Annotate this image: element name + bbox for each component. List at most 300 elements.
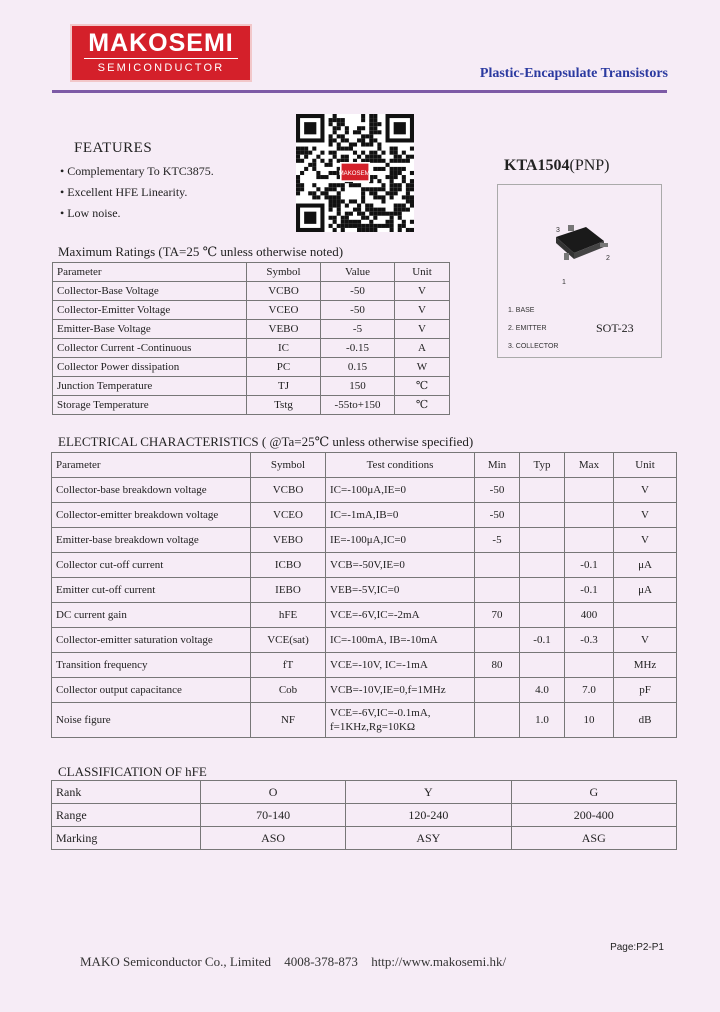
qr-module bbox=[341, 220, 345, 224]
table-row bbox=[52, 603, 677, 628]
table-cell: VEB=-5V,IC=0 bbox=[326, 578, 475, 603]
qr-module bbox=[349, 183, 353, 187]
table-cell: W bbox=[395, 358, 450, 377]
qr-module bbox=[337, 195, 341, 199]
qr-module bbox=[394, 212, 398, 216]
qr-module bbox=[324, 175, 328, 179]
qr-module bbox=[329, 204, 333, 208]
table-cell: dB bbox=[614, 703, 677, 738]
table-cell bbox=[565, 503, 614, 528]
qr-module bbox=[353, 224, 357, 228]
qr-module bbox=[402, 204, 406, 208]
table-cell: Transition frequency bbox=[52, 653, 251, 678]
table-cell: Rank bbox=[52, 781, 201, 804]
qr-module bbox=[402, 179, 406, 183]
qr-module bbox=[300, 159, 304, 163]
qr-module bbox=[410, 204, 414, 208]
qr-module bbox=[373, 126, 377, 130]
table-cell bbox=[520, 528, 565, 553]
qr-module bbox=[402, 175, 406, 179]
qr-module bbox=[369, 220, 373, 224]
table-cell: Collector output capacitance bbox=[52, 678, 251, 703]
qr-module bbox=[377, 147, 381, 151]
table-cell: Collector-Emitter Voltage bbox=[53, 301, 247, 320]
pin-desc: 1. BASE bbox=[508, 307, 535, 314]
qr-module bbox=[377, 130, 381, 134]
table-cell: VCB=-50V,IE=0 bbox=[326, 553, 475, 578]
qr-module bbox=[316, 155, 320, 159]
qr-module bbox=[394, 191, 398, 195]
qr-module bbox=[333, 118, 337, 122]
table-cell: μA bbox=[614, 553, 677, 578]
qr-module bbox=[365, 204, 369, 208]
qr-module bbox=[373, 224, 377, 228]
logo-sub-text: SEMICONDUCTOR bbox=[84, 58, 238, 75]
features-list bbox=[60, 161, 214, 224]
qr-module bbox=[398, 167, 402, 171]
qr-module bbox=[357, 220, 361, 224]
qr-module bbox=[333, 228, 337, 232]
qr-module bbox=[406, 187, 410, 191]
qr-module bbox=[349, 147, 353, 151]
table-cell: -0.3 bbox=[565, 628, 614, 653]
table-row bbox=[53, 377, 450, 396]
pin-desc: 3. COLLECTOR bbox=[508, 343, 559, 350]
footer-contact bbox=[80, 954, 516, 970]
qr-module bbox=[312, 159, 316, 163]
qr-module bbox=[398, 187, 402, 191]
qr-module bbox=[357, 138, 361, 142]
qr-code bbox=[296, 114, 414, 232]
table-cell: Emitter-base breakdown voltage bbox=[52, 528, 251, 553]
table-cell bbox=[520, 653, 565, 678]
qr-logo-label: MAKOSEMI bbox=[338, 170, 372, 178]
footer-url[interactable]: http://www.makosemi.hk/ bbox=[371, 954, 507, 969]
qr-module bbox=[406, 183, 410, 187]
qr-module bbox=[337, 126, 341, 130]
table-cell: V bbox=[614, 503, 677, 528]
qr-module bbox=[390, 187, 394, 191]
qr-module bbox=[406, 208, 410, 212]
qr-module bbox=[373, 122, 377, 126]
column-header: Typ bbox=[520, 453, 565, 478]
table-cell: VEBO bbox=[247, 320, 321, 339]
table-cell: ASY bbox=[346, 827, 511, 850]
table-cell: TJ bbox=[247, 377, 321, 396]
column-header: Symbol bbox=[247, 263, 321, 282]
table-cell: 80 bbox=[475, 653, 520, 678]
qr-module bbox=[296, 151, 300, 155]
table-cell bbox=[475, 553, 520, 578]
table-row bbox=[53, 301, 450, 320]
qr-module bbox=[390, 147, 394, 151]
qr-module bbox=[410, 183, 414, 187]
qr-module bbox=[333, 114, 337, 118]
table-cell: V bbox=[395, 320, 450, 339]
qr-module bbox=[329, 151, 333, 155]
qr-module bbox=[341, 183, 345, 187]
qr-module bbox=[390, 224, 394, 228]
qr-module bbox=[410, 228, 414, 232]
table-cell: ℃ bbox=[395, 396, 450, 415]
qr-module bbox=[357, 228, 361, 232]
qr-module bbox=[394, 167, 398, 171]
qr-module bbox=[390, 183, 394, 187]
qr-module bbox=[369, 228, 373, 232]
qr-module bbox=[377, 122, 381, 126]
qr-module bbox=[365, 155, 369, 159]
qr-module bbox=[394, 155, 398, 159]
qr-module bbox=[316, 171, 320, 175]
qr-module bbox=[329, 122, 333, 126]
table-row bbox=[52, 827, 677, 850]
qr-module bbox=[394, 183, 398, 187]
qr-module bbox=[369, 212, 373, 216]
table-cell bbox=[520, 553, 565, 578]
qr-module bbox=[333, 126, 337, 130]
table-row bbox=[52, 628, 677, 653]
table-cell bbox=[475, 703, 520, 738]
qr-module bbox=[329, 163, 333, 167]
table-cell bbox=[614, 603, 677, 628]
table-cell: MHz bbox=[614, 653, 677, 678]
qr-module bbox=[361, 134, 365, 138]
qr-module bbox=[353, 130, 357, 134]
qr-module bbox=[390, 171, 394, 175]
qr-module bbox=[296, 183, 300, 187]
table-cell: -5 bbox=[475, 528, 520, 553]
qr-module bbox=[369, 134, 373, 138]
qr-module bbox=[312, 163, 316, 167]
table-cell: IE=-100μA,IC=0 bbox=[326, 528, 475, 553]
table-cell: -5 bbox=[321, 320, 395, 339]
qr-module bbox=[361, 191, 365, 195]
table-cell bbox=[565, 478, 614, 503]
qr-module bbox=[333, 195, 337, 199]
qr-module bbox=[390, 159, 394, 163]
qr-module bbox=[394, 159, 398, 163]
qr-module bbox=[373, 208, 377, 212]
qr-module bbox=[377, 155, 381, 159]
qr-module bbox=[320, 159, 324, 163]
qr-module bbox=[390, 216, 394, 220]
qr-module bbox=[402, 167, 406, 171]
qr-module bbox=[341, 147, 345, 151]
qr-module bbox=[324, 187, 328, 191]
qr-module bbox=[345, 224, 349, 228]
qr-module bbox=[329, 142, 333, 146]
qr-module bbox=[406, 195, 410, 199]
qr-module bbox=[402, 208, 406, 212]
qr-module bbox=[333, 204, 337, 208]
table-cell: IC=-100μA,IE=0 bbox=[326, 478, 475, 503]
qr-module bbox=[345, 130, 349, 134]
qr-module bbox=[333, 155, 337, 159]
qr-module bbox=[353, 208, 357, 212]
page-number: Page:P2-P1 bbox=[610, 942, 664, 953]
table-row bbox=[52, 703, 677, 738]
qr-module bbox=[333, 187, 337, 191]
pin-number-1: 1 bbox=[562, 279, 566, 286]
table-cell bbox=[326, 703, 475, 738]
table-cell: VCB=-10V,IE=0,f=1MHz bbox=[326, 678, 475, 703]
qr-module bbox=[410, 199, 414, 203]
qr-module bbox=[296, 187, 300, 191]
qr-module bbox=[361, 224, 365, 228]
qr-module bbox=[329, 138, 333, 142]
qr-module bbox=[308, 151, 312, 155]
qr-module bbox=[398, 216, 402, 220]
qr-module bbox=[341, 118, 345, 122]
company-logo bbox=[70, 24, 252, 82]
table-cell bbox=[565, 528, 614, 553]
qr-module bbox=[373, 151, 377, 155]
qr-module bbox=[369, 224, 373, 228]
qr-module bbox=[377, 208, 381, 212]
table-cell: 70 bbox=[475, 603, 520, 628]
table-cell: 120-240 bbox=[346, 804, 511, 827]
qr-module bbox=[320, 175, 324, 179]
table-cell bbox=[475, 628, 520, 653]
qr-module bbox=[381, 151, 385, 155]
qr-module bbox=[296, 159, 300, 163]
qr-module bbox=[349, 212, 353, 216]
table-cell: ICBO bbox=[251, 553, 326, 578]
column-header: Max bbox=[565, 453, 614, 478]
table-cell: -50 bbox=[321, 282, 395, 301]
qr-module bbox=[329, 183, 333, 187]
qr-module bbox=[337, 118, 341, 122]
part-number: KTA1504 bbox=[504, 157, 570, 174]
qr-module bbox=[324, 195, 328, 199]
qr-module bbox=[394, 175, 398, 179]
table-cell: 1.0 bbox=[520, 703, 565, 738]
qr-module bbox=[357, 208, 361, 212]
qr-module bbox=[394, 151, 398, 155]
table-cell: 7.0 bbox=[565, 678, 614, 703]
qr-module bbox=[357, 155, 361, 159]
table-row bbox=[52, 578, 677, 603]
column-header: Unit bbox=[614, 453, 677, 478]
sot23-package-icon bbox=[538, 215, 618, 275]
qr-module bbox=[402, 195, 406, 199]
qr-module bbox=[402, 220, 406, 224]
table-cell: G bbox=[511, 781, 676, 804]
qr-module bbox=[373, 195, 377, 199]
classification-table bbox=[51, 780, 677, 850]
qr-module bbox=[377, 142, 381, 146]
qr-module bbox=[304, 167, 308, 171]
table-cell bbox=[520, 503, 565, 528]
qr-module bbox=[345, 155, 349, 159]
qr-module bbox=[369, 114, 373, 118]
qr-module bbox=[337, 199, 341, 203]
feature-item: • Low noise. bbox=[60, 203, 214, 224]
qr-module bbox=[345, 220, 349, 224]
table-cell: IC bbox=[247, 339, 321, 358]
qr-module bbox=[361, 199, 365, 203]
table-header-row bbox=[52, 453, 677, 478]
qr-module bbox=[390, 175, 394, 179]
qr-module bbox=[377, 195, 381, 199]
qr-module bbox=[390, 179, 394, 183]
table-cell: IC=-100mA, IB=-10mA bbox=[326, 628, 475, 653]
qr-module bbox=[324, 163, 328, 167]
qr-module bbox=[333, 199, 337, 203]
qr-module bbox=[312, 191, 316, 195]
table-cell: V bbox=[614, 528, 677, 553]
footer-company: MAKO Semiconductor Co., Limited bbox=[80, 954, 272, 969]
table-cell: ℃ bbox=[395, 377, 450, 396]
qr-module bbox=[357, 212, 361, 216]
qr-module bbox=[398, 171, 402, 175]
qr-module bbox=[406, 191, 410, 195]
qr-module bbox=[365, 216, 369, 220]
table-cell: VCBO bbox=[247, 282, 321, 301]
column-header: Parameter bbox=[52, 453, 251, 478]
table-cell bbox=[565, 653, 614, 678]
qr-module bbox=[398, 155, 402, 159]
qr-module bbox=[386, 220, 390, 224]
qr-module bbox=[373, 191, 377, 195]
table-cell: O bbox=[201, 781, 346, 804]
table-cell: ASG bbox=[511, 827, 676, 850]
table-cell: -55to+150 bbox=[321, 396, 395, 415]
qr-module bbox=[373, 159, 377, 163]
qr-module bbox=[406, 159, 410, 163]
pin-desc: 2. EMITTER bbox=[508, 325, 547, 332]
table-cell: fT bbox=[251, 653, 326, 678]
table-cell: V bbox=[395, 301, 450, 320]
qr-module bbox=[410, 179, 414, 183]
qr-module bbox=[381, 224, 385, 228]
table-row bbox=[52, 781, 677, 804]
table-cell: PC bbox=[247, 358, 321, 377]
table-row bbox=[53, 320, 450, 339]
table-cell: 400 bbox=[565, 603, 614, 628]
qr-module bbox=[353, 199, 357, 203]
qr-module bbox=[316, 187, 320, 191]
qr-module bbox=[300, 147, 304, 151]
qr-module bbox=[394, 187, 398, 191]
qr-module bbox=[373, 167, 377, 171]
qr-module bbox=[312, 167, 316, 171]
table-cell: -50 bbox=[475, 478, 520, 503]
qr-module bbox=[329, 208, 333, 212]
qr-module bbox=[390, 195, 394, 199]
qr-module bbox=[353, 151, 357, 155]
qr-module bbox=[357, 126, 361, 130]
qr-module bbox=[337, 212, 341, 216]
table-cell: Emitter cut-off current bbox=[52, 578, 251, 603]
qr-module bbox=[381, 183, 385, 187]
qr-module bbox=[337, 224, 341, 228]
pin-number-2: 2 bbox=[606, 255, 610, 262]
qr-module bbox=[406, 228, 410, 232]
qr-module bbox=[329, 216, 333, 220]
qr-module bbox=[349, 220, 353, 224]
table-row bbox=[52, 678, 677, 703]
qr-module bbox=[357, 130, 361, 134]
table-cell: VCE=-10V, IC=-1mA bbox=[326, 653, 475, 678]
page-tagline: Plastic-Encapsulate Transistors bbox=[479, 66, 668, 81]
qr-module bbox=[329, 199, 333, 203]
qr-module bbox=[369, 208, 373, 212]
qr-module bbox=[312, 183, 316, 187]
qr-module bbox=[398, 159, 402, 163]
footer-phone: 4008-378-873 bbox=[284, 954, 358, 969]
qr-module bbox=[337, 134, 341, 138]
qr-module bbox=[329, 134, 333, 138]
qr-module bbox=[337, 191, 341, 195]
part-type: (PNP) bbox=[569, 157, 610, 174]
qr-module bbox=[377, 187, 381, 191]
qr-module bbox=[398, 212, 402, 216]
qr-module bbox=[345, 147, 349, 151]
table-cell: ASO bbox=[201, 827, 346, 850]
qr-module bbox=[341, 122, 345, 126]
qr-module bbox=[337, 183, 341, 187]
qr-module bbox=[341, 216, 345, 220]
table-cell: VEBO bbox=[251, 528, 326, 553]
classification-title: CLASSIFICATION OF hFE bbox=[58, 764, 207, 779]
qr-module bbox=[329, 171, 333, 175]
qr-module bbox=[406, 155, 410, 159]
table-cell: A bbox=[395, 339, 450, 358]
qr-module bbox=[369, 122, 373, 126]
qr-module bbox=[406, 199, 410, 203]
qr-module bbox=[386, 163, 390, 167]
qr-module bbox=[373, 130, 377, 134]
electrical-table bbox=[51, 452, 677, 738]
qr-module bbox=[329, 224, 333, 228]
table-cell: Collector-base breakdown voltage bbox=[52, 478, 251, 503]
electrical-title: ELECTRICAL CHARACTERISTICS ( @Ta=25℃ unless otherwise specified) bbox=[58, 434, 474, 449]
qr-module bbox=[402, 224, 406, 228]
qr-module bbox=[361, 114, 365, 118]
table-row bbox=[52, 503, 677, 528]
qr-module bbox=[341, 228, 345, 232]
qr-module bbox=[365, 228, 369, 232]
pin-number-3: 3 bbox=[556, 227, 560, 234]
table-row bbox=[53, 339, 450, 358]
qr-module bbox=[357, 224, 361, 228]
qr-module bbox=[304, 147, 308, 151]
qr-module bbox=[369, 151, 373, 155]
table-cell: VCE(sat) bbox=[251, 628, 326, 653]
qr-module bbox=[361, 126, 365, 130]
header-divider bbox=[52, 90, 667, 93]
qr-module bbox=[333, 171, 337, 175]
qr-module bbox=[373, 138, 377, 142]
qr-module bbox=[394, 208, 398, 212]
qr-module bbox=[320, 151, 324, 155]
table-cell: Y bbox=[346, 781, 511, 804]
qr-module bbox=[312, 147, 316, 151]
table-cell: Collector Current -Continuous bbox=[53, 339, 247, 358]
table-cell: hFE bbox=[251, 603, 326, 628]
column-header: Value bbox=[321, 263, 395, 282]
table-cell bbox=[520, 478, 565, 503]
column-header: Symbol bbox=[251, 453, 326, 478]
qr-module bbox=[345, 126, 349, 130]
qr-module bbox=[377, 167, 381, 171]
column-header: Unit bbox=[395, 263, 450, 282]
table-cell: -0.15 bbox=[321, 339, 395, 358]
qr-module bbox=[316, 195, 320, 199]
qr-module bbox=[373, 212, 377, 216]
qr-module bbox=[410, 147, 414, 151]
